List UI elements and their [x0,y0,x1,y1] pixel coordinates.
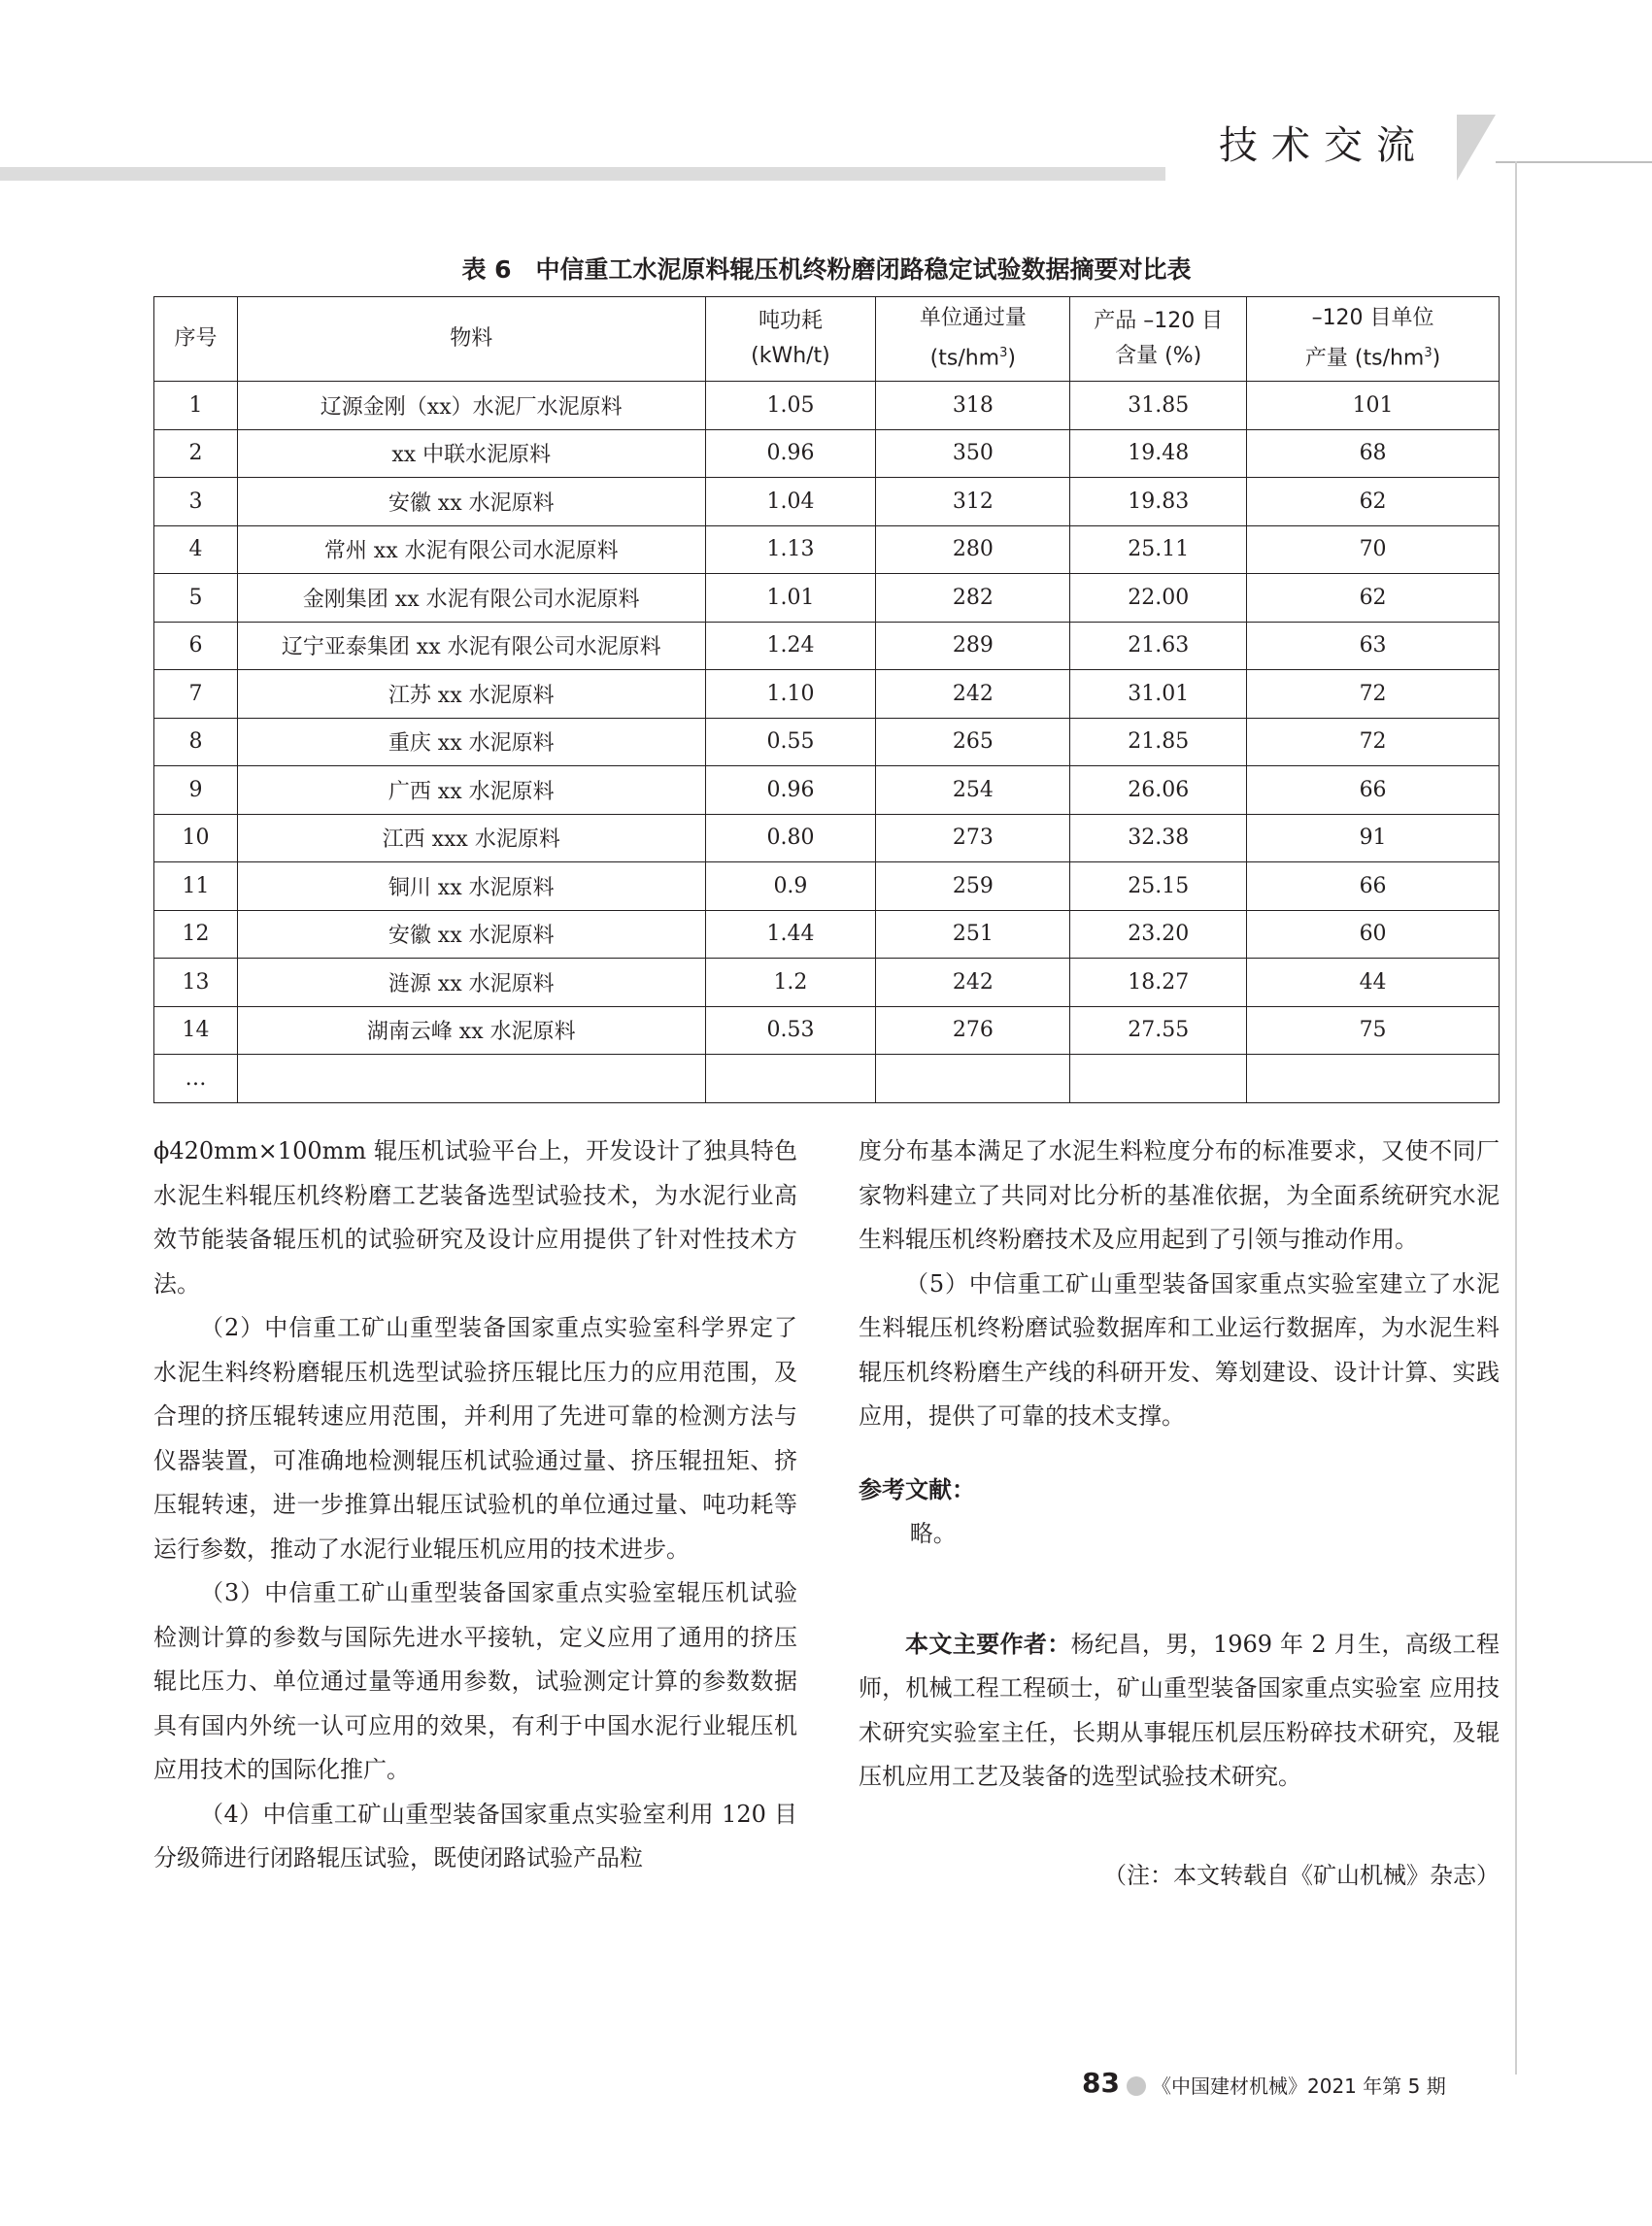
cell-material: 铜川 xx 水泥原料 [237,862,705,911]
cell-material: 涟源 xx 水泥原料 [237,959,705,1007]
header-throughput: 单位通过量 $(ts/hm^3)$ [876,297,1070,382]
cell-index: 6 [154,622,238,670]
header-rule [1496,161,1652,163]
cell-content: 23.20 [1070,910,1247,959]
footer-dot [1127,2076,1146,2096]
cell-material: 辽源金刚（xx）水泥厂水泥原料 [237,382,705,430]
cell-throughput: 350 [876,429,1070,478]
cell-energy [705,1055,876,1103]
cell-material: 湖南云峰 xx 水泥原料 [237,1006,705,1055]
cell-yield: 63 [1247,622,1500,670]
cell-index: 1 [154,382,238,430]
cell-material: 广西 xx 水泥原料 [237,766,705,815]
cell-material: 重庆 xx 水泥原料 [237,718,705,766]
table-row [154,1055,1500,1103]
references-text: 略。 [909,1520,957,1547]
table-row [154,766,1500,815]
header-material: 物料 [237,297,705,382]
table-row [154,382,1500,430]
cell-yield: 72 [1247,670,1500,719]
cell-index: 12 [154,910,238,959]
cell-index: … [154,1055,238,1103]
cell-index: 9 [154,766,238,815]
cell-material: 安徽 xx 水泥原料 [237,910,705,959]
cell-energy: 0.55 [705,718,876,766]
cell-energy: 1.01 [705,574,876,623]
cell-index: 4 [154,525,238,574]
cell-index: 11 [154,862,238,911]
cell-energy: 1.05 [705,382,876,430]
cell-energy: 0.96 [705,766,876,815]
table-row [154,574,1500,623]
table-row [154,622,1500,670]
journal-citation: 《中国建材机械》2021 年第 5 期 [1152,2074,1446,2098]
table-row [154,478,1500,526]
header-yield: –120 目单位 产量 $(ts/hm^3)$ [1247,297,1500,382]
body-column-left [153,1130,797,1881]
table-row [154,959,1500,1007]
cell-yield: 70 [1247,525,1500,574]
cell-content: 31.01 [1070,670,1247,719]
cell-content: 21.63 [1070,622,1247,670]
cell-throughput: 280 [876,525,1070,574]
cell-index: 8 [154,718,238,766]
cell-energy: 0.96 [705,429,876,478]
paragraph: （5）中信重工矿山重型装备国家重点实验室建立了水泥生料辊压机终粉磨试验数据库和工业运行数据库，为水泥生料辊压机终粉磨生产线的科研开发、筹划建设、设计计算、实践应用，提供了可靠的技术支撑。 [859,1269,1500,1430]
cell-yield: 44 [1247,959,1500,1007]
table-row [154,910,1500,959]
cell-yield: 62 [1247,574,1500,623]
cell-content: 19.83 [1070,478,1247,526]
author-label: 本文主要作者： [905,1630,1071,1658]
cell-yield: 62 [1247,478,1500,526]
table-row [154,525,1500,574]
cell-content: 21.85 [1070,718,1247,766]
section-title: 技术交流 [1219,123,1429,168]
cell-throughput: 242 [876,670,1070,719]
cell-energy: 1.2 [705,959,876,1007]
table-header-row [154,297,1500,382]
cell-throughput: 254 [876,766,1070,815]
table-title: 表 6 中信重工水泥原料辊压机终粉磨闭路稳定试验数据摘要对比表 [461,255,1192,284]
cell-throughput: 259 [876,862,1070,911]
paragraph: （4）中信重工矿山重型装备国家重点实验室利用 120 目分级筛进行闭路辊压试验，既使闭路试验产品粒 [153,1800,797,1872]
page-margin-rule [1515,161,1517,2074]
cell-content: 25.11 [1070,525,1247,574]
cell-material: 江西 xxx 水泥原料 [237,814,705,862]
header-corner-fold [1457,115,1496,181]
cell-yield: 72 [1247,718,1500,766]
table-row [154,718,1500,766]
cell-yield: 66 [1247,862,1500,911]
cell-material: 常州 xx 水泥有限公司水泥原料 [237,525,705,574]
cell-throughput: 282 [876,574,1070,623]
references-heading: 参考文献： [859,1475,975,1503]
cell-throughput: 312 [876,478,1070,526]
cell-content: 32.38 [1070,814,1247,862]
cell-energy: 0.9 [705,862,876,911]
cell-throughput: 265 [876,718,1070,766]
cell-yield: 91 [1247,814,1500,862]
page-footer [0,2067,1652,2106]
paragraph: 度分布基本满足了水泥生料粒度分布的标准要求，又使不同厂家物料建立了共同对比分析的基准依据，为全面系统研究水泥生料辊压机终粉磨技术及应用起到了引领与推动作用。 [859,1137,1500,1253]
cell-content: 31.85 [1070,382,1247,430]
cell-throughput: 318 [876,382,1070,430]
paragraph: （3）中信重工矿山重型装备国家重点实验室辊压机试验检测计算的参数与国际先进水平接轨，定义应用了通用的挤压辊比压力、单位通过量等通用参数，试验测定计算的参数数据具有国内外统一认可应用的效果，有利于中国水泥行业辊压机应用技术的国际化推广。 [153,1579,797,1783]
cell-energy: 1.10 [705,670,876,719]
cell-material: 辽宁亚泰集团 xx 水泥有限公司水泥原料 [237,622,705,670]
header-index: 序号 [154,297,238,382]
cell-index: 7 [154,670,238,719]
table-row [154,1006,1500,1055]
cell-material [237,1055,705,1103]
cell-material: xx 中联水泥原料 [237,429,705,478]
cell-index: 13 [154,959,238,1007]
cell-yield: 66 [1247,766,1500,815]
cell-index: 10 [154,814,238,862]
cell-content: 19.48 [1070,429,1247,478]
cell-index: 5 [154,574,238,623]
author-bio [859,1623,1500,1800]
cell-energy: 0.53 [705,1006,876,1055]
cell-throughput [876,1055,1070,1103]
cell-energy: 0.80 [705,814,876,862]
table-row [154,670,1500,719]
cell-material: 江苏 xx 水泥原料 [237,670,705,719]
cell-energy: 1.13 [705,525,876,574]
paragraph: （2）中信重工矿山重型装备国家重点实验室科学界定了水泥生料终粉磨辊压机选型试验挤压辊比压力的应用范围，及合理的挤压辊转速应用范围，并利用了先进可靠的检测方法与仪器装置，可准确地检测辊压机试验通过量、挤压辊扭矩、挤压辊转速，进一步推算出辊压试验机的单位通过量、吨功耗等运行参数，推动了水泥行业辊压机应用的技术进步。 [153,1314,797,1563]
table-row [154,862,1500,911]
table-body [154,382,1500,1103]
table-row [154,429,1500,478]
cell-yield: 68 [1247,429,1500,478]
cell-content: 26.06 [1070,766,1247,815]
page-number: 83 [1082,2067,1120,2099]
source-note: （注：本文转载自《矿山机械》杂志） [1103,1861,1500,1889]
header-content: 产品 –120 目 含量 (%) [1070,297,1247,382]
cell-content: 27.55 [1070,1006,1247,1055]
cell-throughput: 276 [876,1006,1070,1055]
cell-yield: 101 [1247,382,1500,430]
paragraph: ϕ420mm×100mm 辊压机试验平台上，开发设计了独具特色水泥生料辊压机终粉磨工艺装备选型试验技术，为水泥行业高效节能装备辊压机的试验研究及设计应用提供了针对性技术方法。 [153,1137,797,1298]
body-column-right [859,1130,1500,1898]
cell-throughput: 273 [876,814,1070,862]
cell-energy: 1.24 [705,622,876,670]
cell-material: 金刚集团 xx 水泥有限公司水泥原料 [237,574,705,623]
cell-material: 安徽 xx 水泥原料 [237,478,705,526]
cell-yield: 75 [1247,1006,1500,1055]
cell-content: 22.00 [1070,574,1247,623]
cell-content: 25.15 [1070,862,1247,911]
cell-throughput: 242 [876,959,1070,1007]
cell-index: 2 [154,429,238,478]
cell-yield: 60 [1247,910,1500,959]
cell-content [1070,1055,1247,1103]
cell-index: 3 [154,478,238,526]
cell-yield [1247,1055,1500,1103]
cell-energy: 1.04 [705,478,876,526]
data-table [153,296,1500,1103]
author-text: 杨纪昌，男，1969 年 2 月生，高级工程师，机械工程工程硕士，矿山重型装备国家重点实验室 应用技术研究实验室主任，长期从事辊压机层压粉碎技术研究，及辊压机应用工艺及装备的选型试验技术研究。 [859,1630,1500,1790]
cell-energy: 1.44 [705,910,876,959]
cell-index: 14 [154,1006,238,1055]
header-energy: 吨功耗 (kWh/t) [705,297,876,382]
cell-throughput: 289 [876,622,1070,670]
cell-content: 18.27 [1070,959,1247,1007]
cell-throughput: 251 [876,910,1070,959]
table-row [154,814,1500,862]
